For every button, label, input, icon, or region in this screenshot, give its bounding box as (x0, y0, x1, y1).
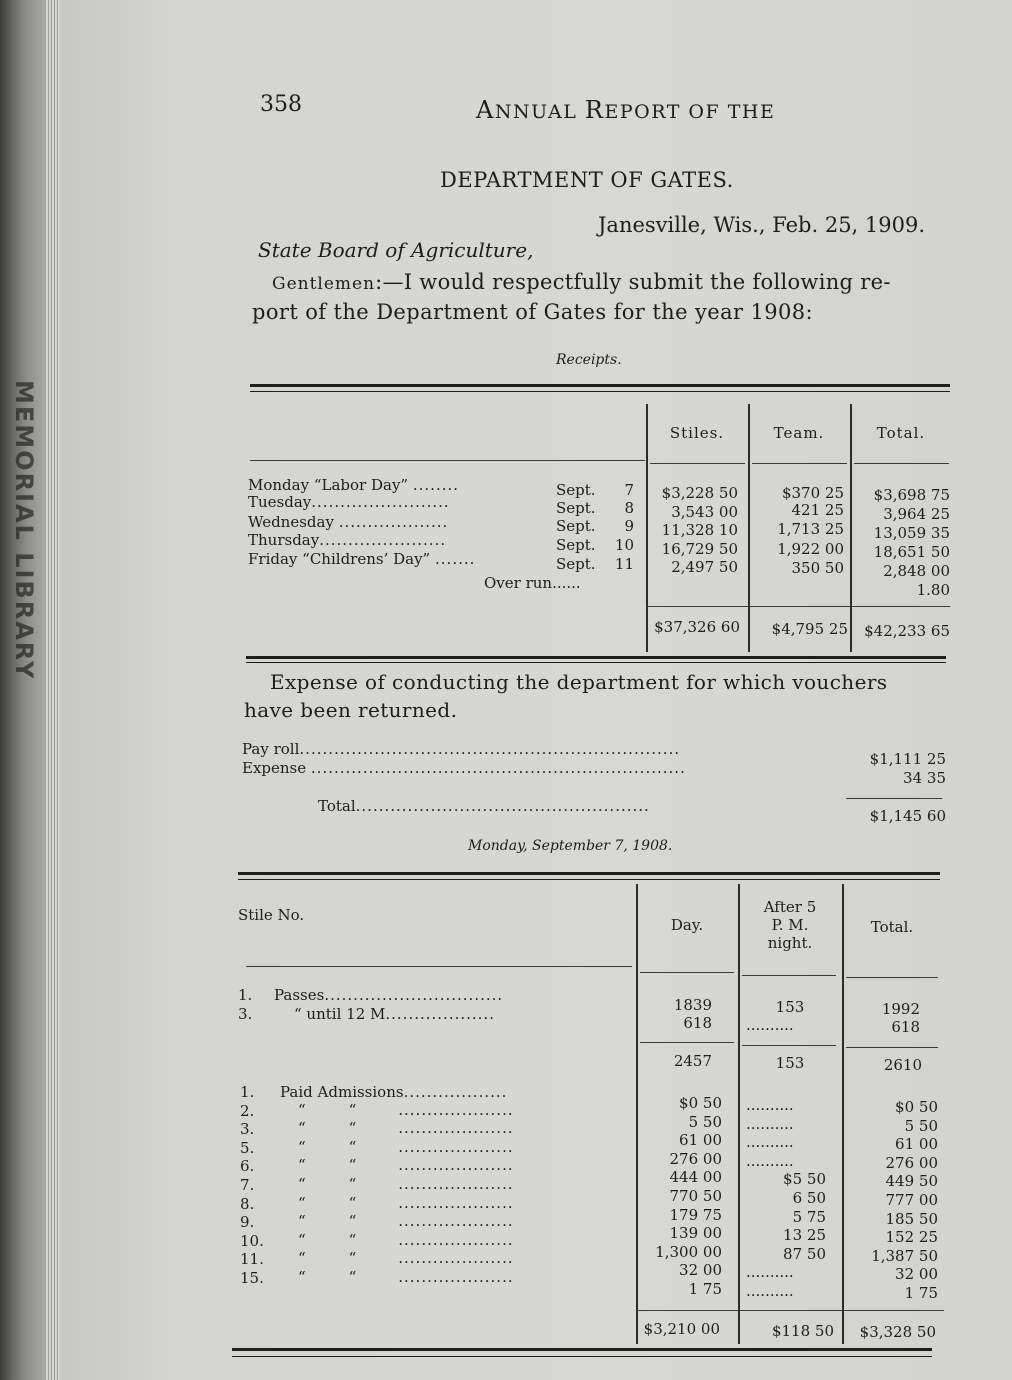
paid-row-ditto: “ “ .................... (298, 1137, 514, 1156)
receipts-bottom-rule (246, 656, 946, 659)
monday-header-rule (742, 975, 836, 976)
paid-row-day: 444 00 (669, 1168, 722, 1187)
paid-row-after: 87 50 (783, 1244, 826, 1263)
receipts-header-team: Team. (773, 424, 825, 442)
expense-sum-rule (846, 798, 942, 799)
passes-row-total: 618 (891, 1018, 920, 1036)
receipts-bottom-rule-2 (246, 662, 946, 663)
receipts-total-stiles: $37,326 60 (654, 618, 740, 636)
paid-row-after: $5 50 (783, 1170, 826, 1189)
passes-row-day: 1839 (673, 996, 712, 1014)
monday-header-rule (640, 972, 734, 973)
receipts-overrun-label: Over run...... (484, 574, 581, 592)
expense-intro-line-2: have been returned. (244, 698, 458, 722)
receipts-row-date: Sept. (556, 517, 596, 535)
receipts-row-team: 1,713 25 (777, 520, 844, 538)
receipts-row-team: 421 25 (791, 501, 844, 519)
paid-row-after: 5 75 (792, 1207, 826, 1226)
receipts-col-divider (748, 404, 750, 652)
paid-admissions-label: Paid Admissions.................. (280, 1083, 508, 1101)
page-number: 358 (260, 92, 302, 117)
receipts-row-total: $3,698 75 (873, 486, 950, 504)
paid-row-ditto: “ “ .................... (298, 1193, 514, 1212)
passes-subtotal-after: 153 (775, 1054, 805, 1072)
receipts-row-total: 18,651 50 (873, 543, 950, 561)
paid-row-total: 449 50 (885, 1172, 938, 1191)
paid-row-total: 185 50 (885, 1209, 938, 1228)
passes-sum-rule (846, 1047, 938, 1048)
receipts-row-label: Monday “Labor Day” ........ (248, 476, 460, 494)
monday-top-rule (238, 872, 940, 875)
paid-row-after: 6 50 (792, 1189, 826, 1207)
paid-row-total: $0 50 (895, 1098, 938, 1116)
receipts-row-date: Sept. (556, 555, 596, 573)
receipts-row-stiles: 3,543 00 (671, 503, 738, 521)
paid-row-total: 32 00 (895, 1265, 938, 1284)
paid-total-day: $3,210 00 (643, 1320, 720, 1338)
monday-header-after-2: P. M. (771, 916, 809, 934)
paid-row-ditto: “ “ .................... (298, 1212, 514, 1231)
monday-header-day: Day. (670, 916, 704, 934)
receipts-header-rule (250, 460, 645, 461)
receipts-row-day-num: 10 (614, 536, 634, 554)
paid-row-no: 15. (240, 1269, 264, 1287)
paid-row-day: 32 00 (679, 1261, 722, 1280)
paid-row-ditto: “ “ .................... (298, 1175, 514, 1193)
receipts-row-label: Wednesday ................... (248, 513, 449, 531)
passes-row-label: Passes............................... (274, 986, 504, 1004)
receipts-caption: Receipts. (556, 352, 622, 368)
receipts-row-stiles: 2,497 50 (671, 558, 738, 576)
receipts-total-team: $4,795 25 (771, 620, 848, 638)
paid-row-ditto: “ “ .................... (298, 1268, 514, 1286)
receipts-row-date: Sept. (556, 481, 596, 499)
receipts-row-label: Tuesday........................ (248, 493, 450, 511)
paid-sum-rule (636, 1310, 944, 1311)
book-spine (0, 0, 46, 1380)
passes-row-total: 1992 (881, 1000, 920, 1018)
intro-line-2: port of the Department of Gates for the year 1908: (252, 300, 814, 324)
paid-row-total: 276 00 (885, 1153, 938, 1172)
receipts-top-rule (250, 384, 950, 387)
passes-subtotal-total: 2610 (883, 1056, 922, 1074)
receipts-top-rule-2 (250, 391, 950, 392)
receipts-header-stiles: Stiles. (669, 424, 725, 442)
expense-item-amount: 34 35 (903, 769, 946, 787)
passes-sum-rule (742, 1045, 836, 1046)
receipts-header-rule (650, 463, 745, 464)
receipts-row-day-num: 9 (624, 517, 634, 535)
paid-row-after: .......... (746, 1114, 794, 1133)
paid-row-after: .......... (746, 1263, 794, 1282)
paid-row-day: 179 75 (669, 1205, 722, 1224)
paid-row-after: .......... (746, 1282, 794, 1300)
paid-row-ditto: “ “ .................... (298, 1230, 514, 1249)
paid-row-total: 61 00 (895, 1135, 938, 1154)
paid-row-after: .......... (746, 1151, 794, 1170)
receipts-row-stiles: 11,328 10 (661, 521, 738, 539)
receipts-row-day-num: 11 (614, 555, 634, 573)
passes-row-no: 3. (238, 1005, 253, 1023)
paid-row-total: 1 75 (904, 1284, 938, 1302)
receipts-total-grand: $42,233 65 (864, 622, 950, 640)
paid-row-day: $0 50 (679, 1094, 722, 1112)
expense-item-label: Pay roll.................................................................. (242, 740, 681, 758)
paid-row-day: 1 75 (688, 1280, 722, 1298)
monday-header-total: Total. (870, 918, 914, 936)
running-head: ANNUAL REPORT OF THE (476, 96, 776, 124)
paid-row-no: 5. (240, 1138, 255, 1157)
paid-row-day: 276 00 (669, 1149, 722, 1168)
receipts-header-rule (854, 463, 949, 464)
receipts-sum-rule (646, 606, 950, 607)
receipts-col-divider (646, 404, 648, 652)
passes-row-after: 153 (775, 998, 805, 1016)
passes-row-after: .......... (746, 1016, 794, 1034)
paid-row-total: 777 00 (885, 1191, 938, 1209)
expense-item-label: Expense ................................................................. (242, 759, 686, 777)
passes-sum-rule (640, 1042, 734, 1043)
paid-row-ditto: “ “ .................... (298, 1249, 514, 1268)
receipts-row-team: 1,922 00 (777, 540, 844, 558)
receipts-row-stiles: $3,228 50 (661, 484, 738, 502)
monday-header-after-3: night. (767, 934, 813, 952)
paid-row-no: 7. (240, 1176, 255, 1194)
monday-bottom-rule-2 (232, 1356, 932, 1357)
receipts-row-team: 350 50 (791, 559, 844, 577)
paid-row-day: 770 50 (669, 1187, 722, 1205)
monday-header-rule (246, 966, 632, 967)
receipts-row-team: $370 25 (781, 484, 844, 502)
paid-row-no: 8. (240, 1194, 255, 1213)
monday-bottom-rule (232, 1348, 932, 1351)
receipts-row-day-num: 8 (624, 499, 634, 517)
paid-row-total: 5 50 (904, 1116, 938, 1135)
receipts-overrun-total: 1.80 (916, 581, 950, 599)
paid-row-no: 10. (240, 1231, 264, 1250)
paid-row-ditto: “ “ .................... (298, 1119, 514, 1138)
paid-row-no: 9. (240, 1213, 255, 1232)
monday-top-rule-2 (238, 879, 940, 880)
paid-row-no: 11. (240, 1250, 264, 1269)
salutation: State Board of Agriculture, (258, 238, 534, 262)
receipts-row-label: Thursday...................... (248, 531, 447, 549)
monday-header-after-1: After 5 (763, 898, 817, 916)
receipts-header-total: Total. (876, 424, 926, 442)
expense-item-amount: $1,111 25 (869, 750, 946, 768)
receipts-row-total: 3,964 25 (883, 505, 950, 523)
expense-intro-line-1: Expense of conducting the department for which vouchers (270, 670, 888, 694)
receipts-row-day-num: 7 (624, 481, 634, 499)
monday-col-divider (636, 884, 638, 1344)
monday-header-rule (846, 977, 938, 978)
passes-subtotal-day: 2457 (673, 1052, 712, 1070)
paid-row-ditto: “ “ .................... (298, 1156, 514, 1175)
paid-row-no: 2. (240, 1101, 255, 1120)
paid-row-day: 5 50 (688, 1112, 722, 1131)
passes-row-day: 618 (683, 1014, 712, 1032)
paid-row-after: .......... (746, 1133, 794, 1152)
paid-row-day: 61 00 (679, 1131, 722, 1150)
paid-row-day: 139 00 (669, 1224, 722, 1243)
expense-total-label: Total................................................... (318, 797, 650, 815)
paid-row-total: 152 25 (885, 1228, 938, 1247)
paid-row-day: 1,300 00 (655, 1242, 722, 1261)
receipts-row-date: Sept. (556, 536, 596, 554)
paid-row-after: .......... (746, 1096, 794, 1114)
monday-caption: Monday, September 7, 1908. (468, 838, 673, 854)
receipts-row-date: Sept. (556, 499, 596, 517)
paid-row-no: 1. (240, 1083, 255, 1101)
monday-col-divider (842, 884, 844, 1344)
paid-row-total: 1,387 50 (871, 1246, 938, 1265)
page-edges (46, 0, 60, 1380)
paid-total-after: $118 50 (771, 1322, 834, 1340)
intro-line-1: Gentlemen:—I would respectfully submit the following re- (272, 270, 891, 294)
dateline: Janesville, Wis., Feb. 25, 1909. (598, 213, 926, 237)
paid-row-after: 13 25 (783, 1226, 826, 1245)
receipts-col-divider (850, 404, 852, 652)
receipts-row-total: 13,059 35 (873, 524, 950, 542)
paid-total-grand: $3,328 50 (859, 1323, 936, 1341)
monday-header-stile: Stile No. (238, 906, 305, 924)
paid-row-no: 3. (240, 1120, 255, 1139)
expense-total-amount: $1,145 60 (869, 807, 946, 825)
receipts-row-label: Friday “Childrens’ Day” ....... (248, 550, 476, 568)
library-stamp: MEMORIAL LIBRARY (10, 380, 38, 681)
paid-row-no: 6. (240, 1157, 255, 1176)
passes-row-no: 1. (238, 986, 253, 1004)
receipts-row-total: 2,848 00 (883, 562, 950, 580)
page-title: DEPARTMENT OF GATES. (440, 168, 734, 192)
receipts-header-rule (752, 463, 847, 464)
passes-row-label: “ until 12 M................... (294, 1005, 495, 1023)
receipts-row-stiles: 16,729 50 (661, 540, 738, 558)
paid-row-ditto: “ “ .................... (298, 1100, 514, 1119)
monday-col-divider (738, 884, 740, 1344)
